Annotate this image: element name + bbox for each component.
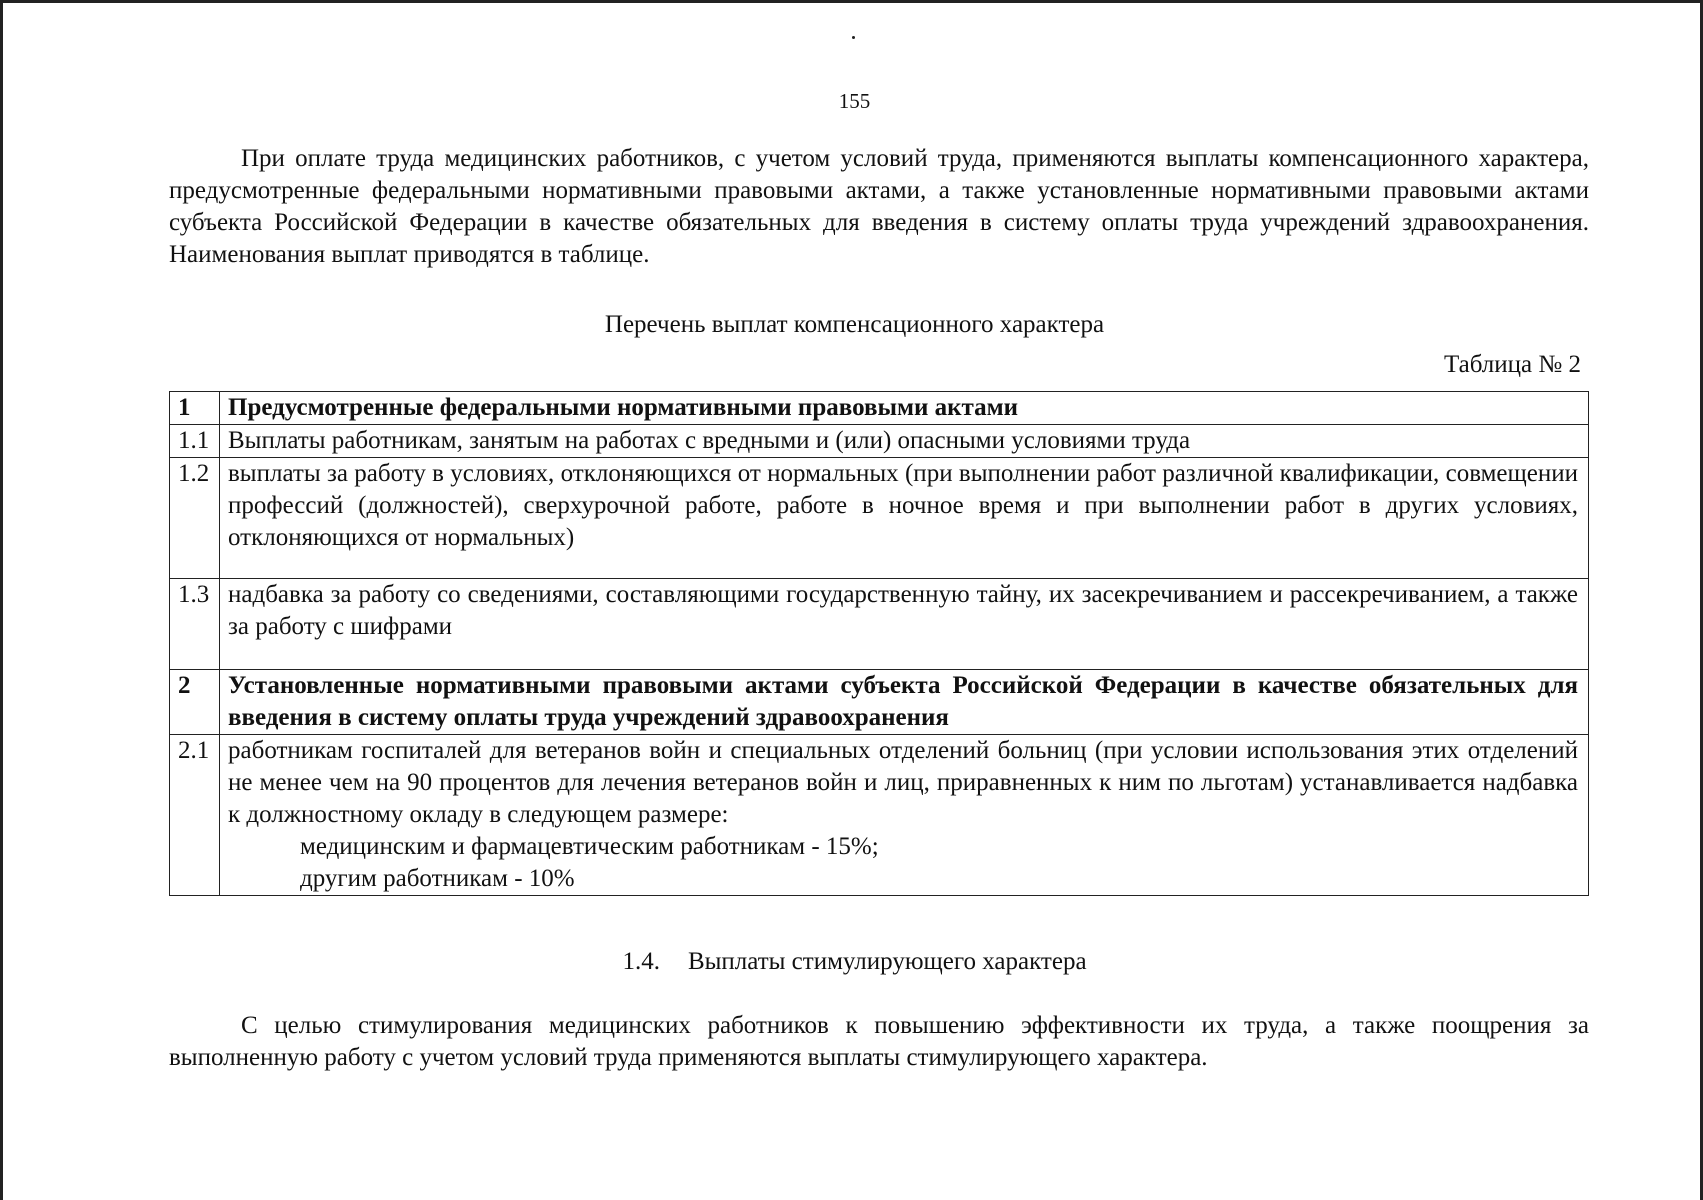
table-row — [170, 425, 1589, 458]
row-text: Выплаты работникам, занятым на работах с вредными и (или) опасными условиями труда — [220, 425, 1589, 458]
intro-paragraph — [169, 143, 1589, 271]
row-number: 1.3 — [170, 579, 220, 670]
section-title: Выплаты стимулирующего характера — [687, 948, 1087, 975]
row-text: Предусмотренные федеральными нормативными правовыми актами — [220, 392, 1589, 425]
sub-item: медицинским и фармацевтическим работникам - 15%; — [300, 833, 879, 860]
table-row — [170, 735, 1589, 896]
table-row — [170, 579, 1589, 670]
section-number: 1.4. — [622, 948, 660, 975]
sub-item: другим работникам - 10% — [300, 865, 575, 892]
closing-paragraph-text: С целью стимулирования медицинских работников к повышению эффективности их труда, а также поощрения за выполненную работу с учетом условий труда применяются выплаты стимулирующего характера. — [169, 1012, 1589, 1071]
list-title: Перечень выплат компенсационного характера — [604, 311, 1105, 338]
section-heading — [3, 946, 1703, 978]
row-number: 1.2 — [170, 458, 220, 579]
row-text: Установленные нормативными правовыми актами субъекта Российской Федерации в качестве обязательных для введения в систему оплаты труда учреждений здравоохранения — [220, 670, 1589, 735]
intro-paragraph-text: При оплате труда медицинских работников, с учетом условий труда, применяются выплаты компенсационного характера, предусмотренные федеральными нормативными правовыми актами, а также установленные нормативными правовыми актами субъекта Российской Федерации в качестве обязательных для введения в систему оплаты труда учреждений здравоохранения. Наименования выплат приводятся в таблице. — [169, 145, 1589, 268]
row-number: 2.1 — [170, 735, 220, 896]
row-text-block — [220, 735, 1589, 896]
row-text: работникам госпиталей для ветеранов войн и специальных отделений больниц (при условии использования этих отделений не менее чем на 90 процентов для лечения ветеранов войн и лиц, приравненных к ним по льготам) устанавливается надбавка к должностному окладу в следующем размере: — [228, 737, 1578, 828]
row-number: 1 — [170, 392, 220, 425]
row-text: надбавка за работу со сведениями, составляющими государственную тайну, их засекречиванием и рассекречиванием, а также за работу с шифрами — [220, 579, 1589, 670]
table-row — [170, 670, 1589, 735]
row-number: 2 — [170, 670, 220, 735]
page-number: 155 — [838, 89, 871, 113]
table-label: Таблица № 2 — [1443, 351, 1581, 378]
row-text: выплаты за работу в условиях, отклоняющихся от нормальных (при выполнении работ различной квалификации, совмещении профессий (должностей), сверхурочной работе, работе в ночное время и при выполнении работ в других условиях, отклоняющихся от нормальных) — [220, 458, 1589, 579]
compensation-table — [169, 391, 1589, 896]
closing-paragraph — [169, 1010, 1589, 1074]
table-row — [170, 458, 1589, 579]
row-number: 1.1 — [170, 425, 220, 458]
table-row — [170, 392, 1589, 425]
scan-dot — [852, 36, 855, 39]
